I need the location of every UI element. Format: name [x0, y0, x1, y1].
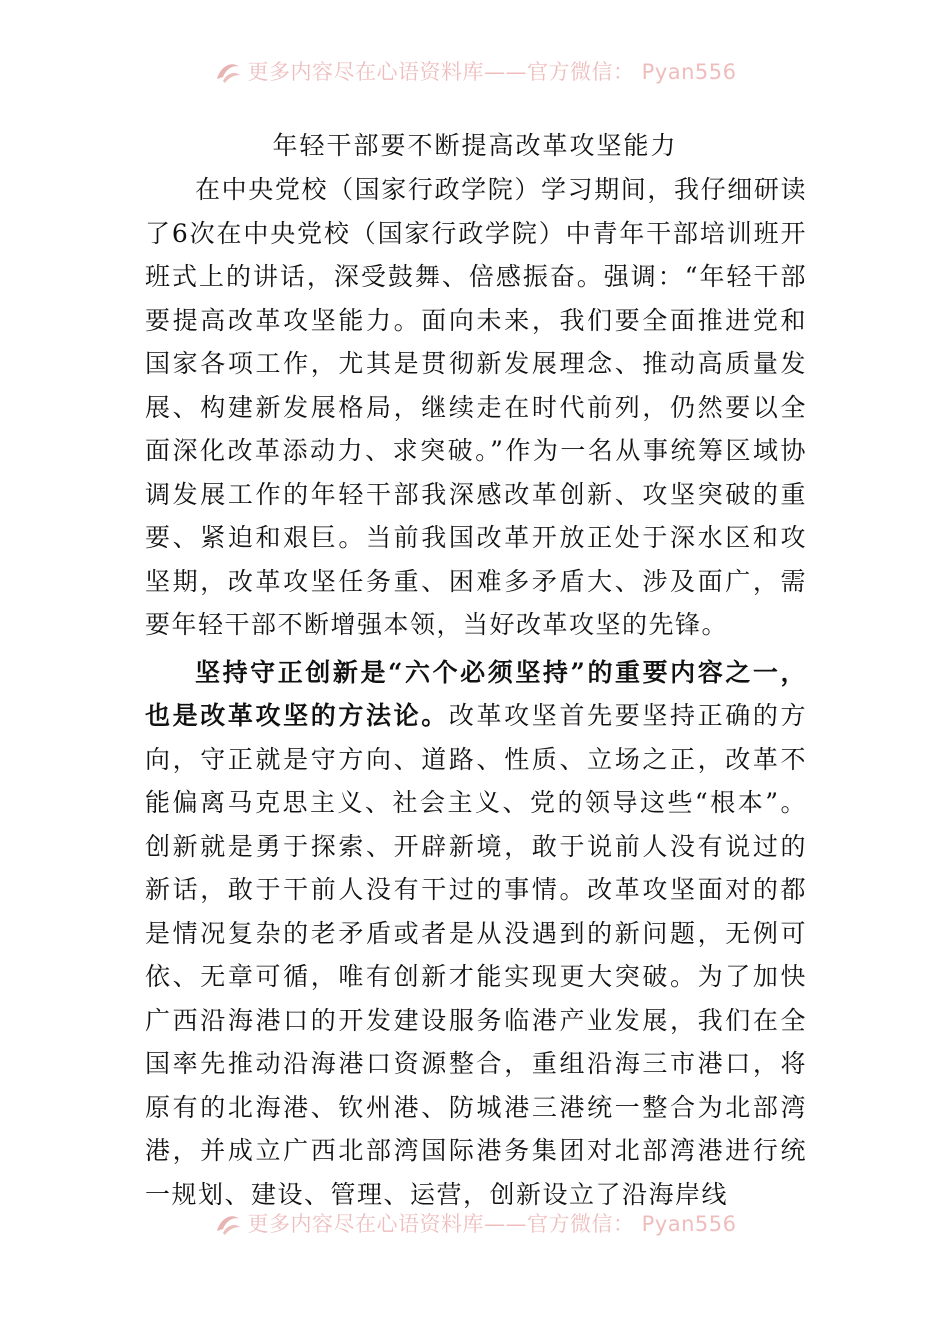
- watermark-text: 更多内容尽在心语资料库——官方微信： Pyan556: [247, 60, 737, 84]
- document-body: [145, 168, 807, 1216]
- brand-logo-icon: [213, 1211, 243, 1237]
- document-title: 年轻干部要不断提高改革攻坚能力: [272, 131, 678, 160]
- brand-logo-icon: [213, 59, 243, 85]
- watermark-text: 更多内容尽在心语资料库——官方微信： Pyan556: [247, 1212, 737, 1236]
- header-watermark: [0, 52, 950, 92]
- paragraph-intro: 在中央党校（国家行政学院）学习期间，我仔细研读了6次在中央党校（国家行政学院）中青年干部培训班开班式上的讲话，深受鼓舞、倍感振奋。强调：“年轻干部要提高改革攻坚能力。面向未来，我们要全面推进党和国家各项工作，尤其是贯彻新发展理念、推动高质量发展、构建新发展格局，继续走在时代前列，仍然要以全面深化改革添动力、求突破。”作为一名从事统筹区域协调发展工作的年轻干部我深感改革创新、攻坚突破的重要、紧迫和艰巨。当前我国改革开放正处于深水区和攻坚期，改革攻坚任务重、困难多矛盾大、涉及面广，需要年轻干部不断增强本领，当好改革攻坚的先锋。: [145, 175, 807, 639]
- paragraph-body-text: 改革攻坚首先要坚持正确的方向，守正就是守方向、道路、性质、立场之正，改革不能偏离马克思主义、社会主义、党的领导这些“根本”。创新就是勇于探索、开辟新境，敢于说前人没有说过的新话，敢于干前人没有干过的事情。改革攻坚面对的都是情况复杂的老矛盾或者是从没遇到的新问题，无例可依、无章可循，唯有创新才能实现更大突破。为了加快广西沿海港口的开发建设服务临港产业发展，我们在全国率先推动沿海港口资源整合，重组沿海三市港口，将原有的北海港、钦州港、防城港三港统一整合为北部湾港，并成立广西北部湾国际港务集团对北部湾港进行统一规划、建设、管理、运营，创新设立了沿海岸线: [145, 701, 807, 1209]
- paragraph-lead-sentence: 坚持守正创新是“六个必须坚持”的重要内容之一，也是改革攻坚的方法论。: [145, 657, 807, 730]
- paragraph-reform-method: [145, 651, 807, 1217]
- footer-watermark: [0, 1204, 950, 1244]
